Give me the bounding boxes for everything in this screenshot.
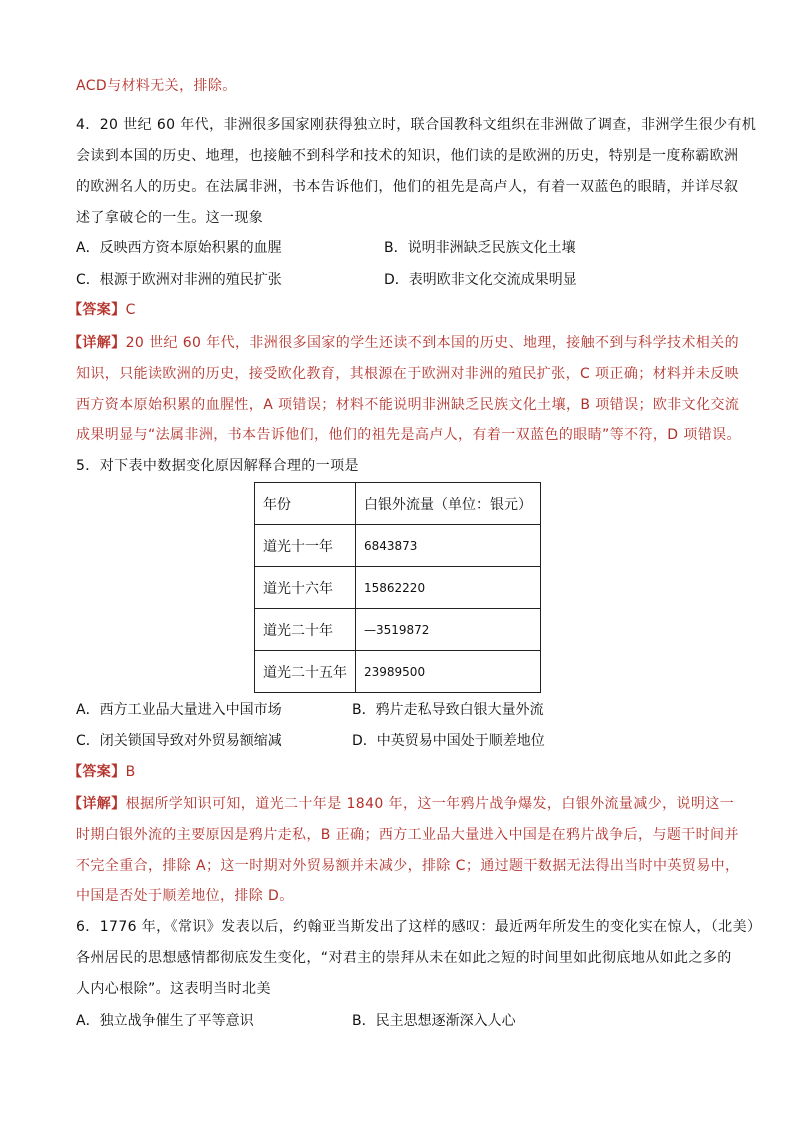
q4-explanation-line-4: 成果明显与“法属非洲，书本告诉他们，他们的祖先是高卢人，有着一双蓝色的眼睛”等不符，D 项错误。 [76,427,741,443]
explanation-label: 【详解】 [68,335,126,351]
table-header-cell: 年份 [255,483,356,525]
q4-stem-line-1: 4．20 世纪 60 年代，非洲很多国家刚获得独立时，联合国教科文组织在非洲做了调查，非洲学生很少有机 [76,117,757,133]
answer-value: C [125,302,136,318]
q4-explanation-line-3: 西方资本原始积累的血腥性，A 项错误；材料不能说明非洲缺乏民族文化土壤，B 项错误；欧非文化交流 [76,397,740,413]
q5-explanation-line-3: 不完全重合，排除 A；这一时期对外贸易额并未减少，排除 C；通过题干数据无法得出当时中英贸易中， [76,858,740,874]
q5-answer [68,762,136,782]
q6-option-a: A．独立战争催生了平等意识 [76,1013,254,1029]
table-row [255,651,541,693]
q5-option-d: D．中英贸易中国处于顺差地位 [352,733,545,749]
q4-stem-line-2: 会读到本国的历史、地理，也接触不到科学和技术的知识，他们读的是欧洲的历史，特别是一度称霸欧洲 [76,148,739,164]
q5-explanation-line-4: 中国是否处于顺差地位，排除 D。 [76,888,294,904]
answer-value: B [125,764,136,780]
table-header-cell: 白银外流量（单位：银元） [356,483,541,525]
q6-option-b: B．民主思想逐渐深入人心 [352,1013,516,1029]
silver-outflow-table [254,482,541,693]
explanation-text: 根据所学知识可知，道光二十年是 1840 年，这一年鸦片战争爆发，白银外流量减少，说明这一 [125,796,735,812]
q4-stem-line-4: 述了拿破仑的一生。这一现象 [76,210,264,226]
q5-stem: 5．对下表中数据变化原因解释合理的一项是 [76,458,359,474]
q5-explanation-line-1 [68,794,734,814]
q4-option-d: D．表明欧非文化交流成果明显 [384,272,577,288]
table-cell: —3519872 [356,609,541,651]
q5-option-a: A．西方工业品大量进入中国市场 [76,702,282,718]
q4-stem-line-3: 的欧洲名人的历史。在法属非洲，书本告诉他们，他们的祖先是高卢人，有着一双蓝色的眼睛，并详尽叙 [76,179,739,195]
answer-label: 【答案】 [68,764,126,780]
table-row [255,609,541,651]
table-header-row [255,483,541,525]
q6-stem-line-3: 人内心根除”。这表明当时北美 [76,981,271,997]
q5-option-c: C．闭关锁国导致对外贸易额缩减 [76,733,282,749]
q4-answer [68,300,136,320]
q4-option-b: B．说明非洲缺乏民族文化土壤 [384,240,576,256]
table-row [255,567,541,609]
explanation-label: 【详解】 [68,796,126,812]
table-cell: 道光十一年 [255,525,356,567]
table-cell: 道光二十五年 [255,651,356,693]
q5-option-b: B．鸦片走私导致白银大量外流 [352,702,544,718]
table-cell: 道光二十年 [255,609,356,651]
q4-option-c: C．根源于欧洲对非洲的殖民扩张 [76,272,282,288]
table-cell: 6843873 [356,525,541,567]
table-cell: 23989500 [356,651,541,693]
answer-label: 【答案】 [68,302,126,318]
explanation-text: 20 世纪 60 年代，非洲很多国家的学生还读不到本国的历史、地理，接触不到与科学技术相关的 [125,335,739,351]
q5-explanation-line-2: 时期白银外流的主要原因是鸦片走私，B 正确；西方工业品大量进入中国是在鸦片战争后，与题干时间并 [76,827,739,843]
table-row [255,525,541,567]
previous-explanation-tail: ACD与材料无关，排除。 [76,78,237,94]
q6-stem-line-2: 各州居民的思想感情都彻底发生变化，“对君主的崇拜从未在如此之短的时间里如此彻底地从如此之多的 [76,950,732,966]
q4-explanation-line-1 [68,333,739,353]
q4-explanation-line-2: 知识，只能读欧洲的历史，接受欧化教育，其根源在于欧洲对非洲的殖民扩张，C 项正确；材料并未反映 [76,366,740,382]
table-cell: 道光十六年 [255,567,356,609]
table-cell: 15862220 [356,567,541,609]
q4-option-a: A．反映西方资本原始积累的血腥 [76,240,282,256]
q6-stem-line-1: 6．1776 年，《常识》发表以后，约翰亚当斯发出了这样的感叹：最近两年所发生的变化实在惊人，（北美） [76,919,762,935]
